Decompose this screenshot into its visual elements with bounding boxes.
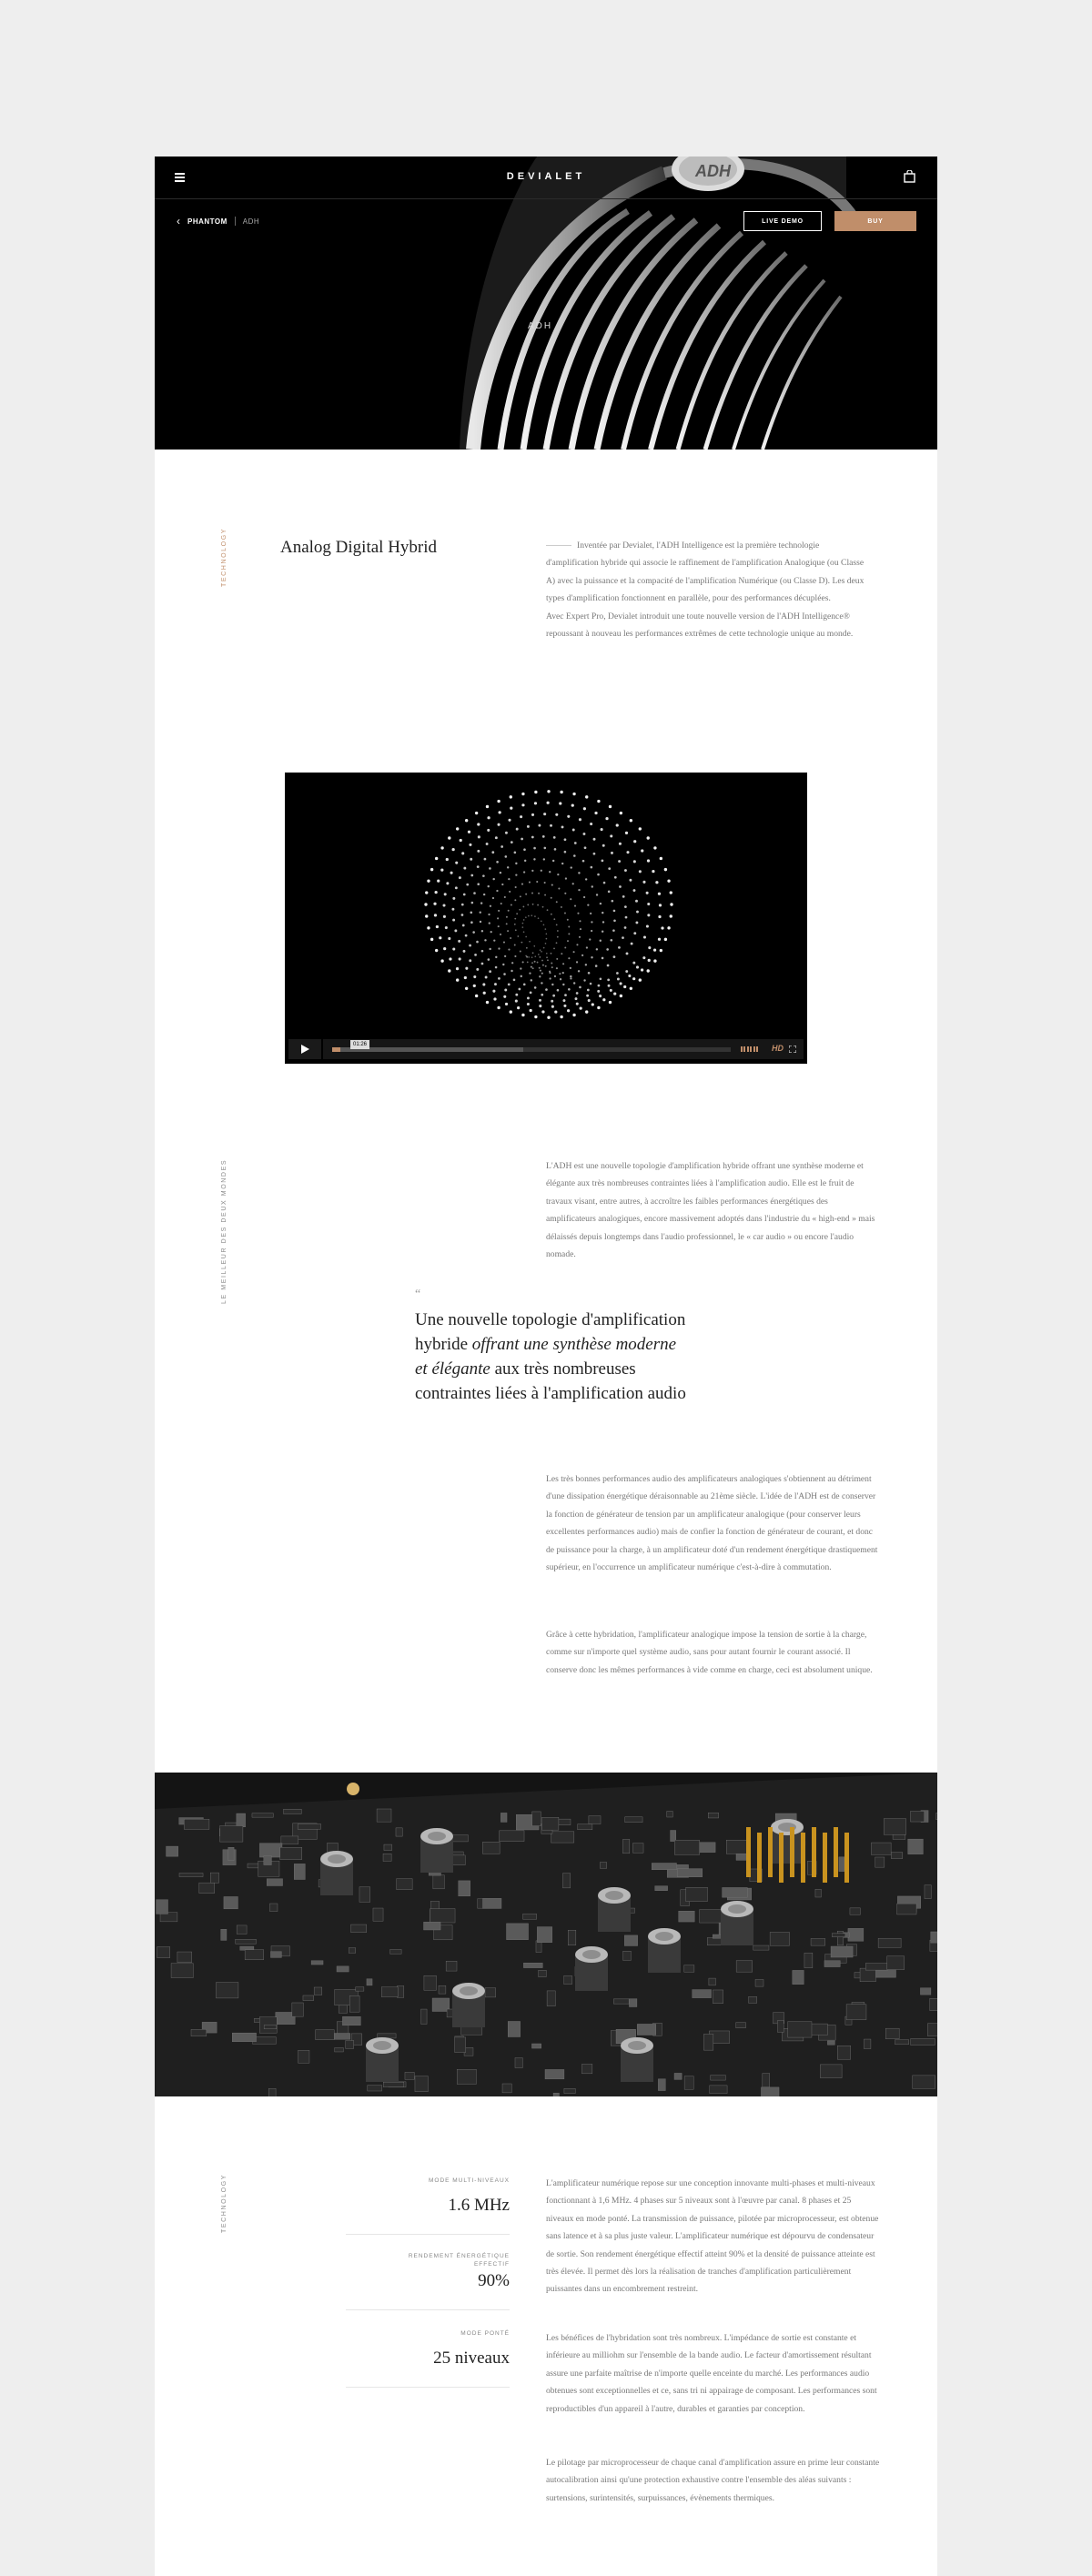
- stat-multilevel: [346, 2177, 510, 2216]
- fullscreen-icon[interactable]: [789, 1046, 796, 1053]
- stat-label: MODE MULTI-NIVEAUX: [428, 2177, 510, 2184]
- circuit-board-photo: [155, 1773, 937, 2096]
- video-player[interactable]: [285, 773, 807, 1064]
- hero-title: ADH: [528, 321, 553, 331]
- page-content: [155, 157, 937, 2576]
- indent-rule: [546, 545, 571, 546]
- breadcrumb: [177, 215, 259, 227]
- intro-paragraph-2: Avec Expert Pro, Devialet introduit une toute nouvelle version de l'ADH Intelligence® repoussant à nouveau les performances extrêmes de cette technologie unique au monde.: [546, 611, 854, 640]
- stat-bridged: [346, 2329, 510, 2369]
- section3-paragraph-2: Les bénéfices de l'hybridation sont très nombreux. L'impédance de sortie est constante et inférieure au milliohm sur l'ensemble de la bande audio. Le facteur d'amortissement résultant assure une parfaite maîtrise de n'importe quelle enceinte du marché. Les performances audio obtenues sont exceptionnelles et ce, sans tri ni appairage de composant. Les performances sont reproductibles d'un appareil à l'autre, durables et garanties par conception.: [546, 2333, 877, 2414]
- divider: [346, 2387, 510, 2388]
- video-scrubber[interactable]: [332, 1041, 731, 1052]
- brand-logo[interactable]: DEVIALET: [506, 171, 586, 182]
- played-bar: [332, 1047, 340, 1052]
- section2-paragraph-2: Grâce à cette hybridation, l'amplificateur analogique impose la tension de sortie à la charge, comme sur n'importe quel système audio, sans pour autant fournir le courant associé. Il conserve donc les mêmes performances à vide comme en charge, ceci est absolument unique.: [546, 1630, 873, 1675]
- section-label-best-of-both: LE MEILLEUR DES DEUX MONDES: [221, 1158, 228, 1304]
- hd-toggle[interactable]: HD: [772, 1044, 784, 1053]
- quote-text-start: Une nouvelle topologie d'amplification hybride: [415, 1310, 686, 1354]
- live-demo-button[interactable]: LIVE DEMO: [743, 211, 822, 231]
- shopping-bag-icon[interactable]: [904, 170, 915, 183]
- volume-icon[interactable]: [741, 1046, 759, 1052]
- pull-quote: [415, 1308, 688, 1406]
- breadcrumb-parent[interactable]: PHANTOM: [187, 217, 228, 226]
- intro-paragraph-1: Inventée par Devialet, l'ADH Intelligence est la première technologie d'amplification hybride qui associe le raffinement de l'amplification Analogique (ou Classe A) avec la puissance et la compacité de l'amplification Numérique (ou Classe D). Les deux types d'amplification fonctionnent en parallèle, pour des performances décuplées.: [546, 540, 864, 604]
- chevron-left-icon[interactable]: ‹: [177, 215, 180, 227]
- stat-value: 1.6 MHz: [448, 2196, 510, 2215]
- video-frame-dot-vortex: [285, 773, 807, 1064]
- breadcrumb-current: ADH: [242, 217, 260, 226]
- section3-paragraph-1: L'amplificateur numérique repose sur une conception innovante multi-phases et multi-niveaux fonctionnant à 1,6 MHz. 4 phases sur 5 niveaux sont à l'œuvre par canal. 8 phases et 25 niveaux en mode ponté. La transmission de puissance, pilotée par microprocesseur, est obtenue sans latence et à sa plus juste valeur. L'amplificateur numérique est dépourvu de condensateur de sortie. Son rendement énergétique effectif atteint 90% et la densité de puissance atteinte est très élevée. Il permet dès lors la réalisation de tranches d'amplification particulièrement puissantes dans un encombrement restreint.: [546, 2178, 879, 2295]
- buy-button[interactable]: BUY: [834, 211, 916, 231]
- progress-bar: [323, 1039, 804, 1059]
- divider: [346, 2234, 510, 2235]
- stat-label: RENDEMENT ÉNERGÉTIQUE EFFECTIF: [408, 2253, 510, 2268]
- stat-efficiency: [373, 2252, 510, 2291]
- stat-value: 25 niveaux: [433, 2349, 510, 2368]
- stat-label: MODE PONTÉ: [460, 2330, 510, 2337]
- section-label-technology: TECHNOLOGY: [221, 527, 228, 587]
- svg-text:ADH: ADH: [695, 162, 731, 180]
- section2-paragraph-1: Les très bonnes performances audio des amplificateurs analogiques s'obtiennent au détriment d'une dissipation énergétique déraisonnable au 21ème siècle. L'idée de l'ADH est de conserver la fonction de générateur de tension par un amplificateur analogique (pour conserver leurs excellentes performances audio) mais de confier la fonction de générateur de courant, et donc de puissance pour la charge, à un amplificateur doté d'un rendement énergétique drastiquement supérieur, en l'occurrence un amplificateur numérique c'est-à-dire à commutation.: [546, 1474, 878, 1573]
- quote-mark: “: [415, 1288, 421, 1301]
- quote-text-emphasis: offrant une synthèse moderne et élégante: [415, 1335, 677, 1379]
- section-intro-text: [546, 537, 874, 642]
- play-icon[interactable]: [288, 1039, 321, 1059]
- section2-intro: L'ADH est une nouvelle topologie d'amplification hybride offrant une synthèse moderne et élégante aux très nombreuses contraintes liées à l'amplification audio. Elle est le fruit de travaux visant, entre autres, à accroître les faibles performances énergétiques des amplificateurs analogiques, encore massivement adoptés dans l'industrie du « high-end » mais délaissés depuis longtemps dans l'audio professionnel, le « car audio » ou encore l'audio nomade.: [546, 1161, 875, 1260]
- hero-banner: [155, 157, 937, 450]
- hero-product-image: [155, 157, 937, 450]
- section-heading: Analog Digital Hybrid: [280, 538, 438, 557]
- circuit-board-image: [155, 1773, 937, 2096]
- video-controls: [288, 1039, 804, 1059]
- top-navigation: [155, 157, 937, 199]
- stat-value: 90%: [478, 2271, 510, 2290]
- divider: [346, 2309, 510, 2310]
- breadcrumb-divider: [235, 217, 236, 226]
- quote-text-end: aux très nombreuses contraintes liées à l'amplification audio: [415, 1359, 686, 1403]
- section-label-technology-2: TECHNOLOGY: [221, 2173, 228, 2233]
- time-tooltip: 01:26: [350, 1040, 369, 1049]
- section3-paragraph-3: Le pilotage par microprocesseur de chaque canal d'amplification assure en prime leur constante autocalibration ainsi qu'une protection exhaustive contre l'ensemble des aléas suivants : surtensions, surintensités, surpuissances, évènements thermiques.: [546, 2458, 880, 2503]
